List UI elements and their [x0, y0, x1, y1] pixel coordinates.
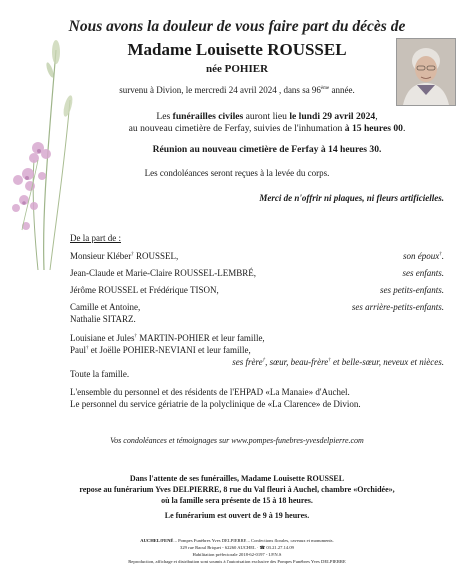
family-row-left: Toute la famille.	[70, 369, 130, 379]
footer-line-4: Reproduction, affichage et distribution sont soumis à l'autorisation exclusive des Pompes Funèbres Yves DELPIERRE	[128, 559, 346, 564]
family-row-right: ses petits-enfants.	[380, 285, 444, 295]
no-flowers-note: Merci de n'offrir ni plaques, ni fleurs artificielles.	[259, 193, 444, 203]
funeral-home-hours: Le funérarium est ouvert de 9 à 19 heures.	[164, 511, 310, 520]
funeral-home-line-3: où la famille sera présente de 15 à 18 heures.	[161, 496, 313, 505]
family-row-right: son époux†.	[403, 251, 444, 261]
funeral-home-line-2: repose au funérarium Yves DELPIERRE, 8 rue du Val fleuri à Auchel, chambre «Orchidée»,	[79, 485, 395, 494]
family-row-left: Camille et Antoine,	[70, 302, 141, 312]
headline: Nous avons la douleur de vous faire part du décès de	[68, 18, 406, 35]
condolences-line: Les condoléances seront reçues à la levée du corps.	[144, 168, 330, 178]
family-row-left: Jean-Claude et Marie-Claire ROUSSEL-LEMBRÉ,	[70, 268, 256, 278]
footer-line-2: 329 rue Raoul Briquet - 62260 AUCHEL · ☎ 03.21.27.14.09	[180, 545, 294, 550]
family-row-left: Nathalie SITARZ.	[70, 314, 136, 324]
footer-line-1: AUCHEL/FENÉ – Pompes Funèbres Yves DELPIERRE – Confections florales, caveaux et monuments.	[140, 538, 334, 543]
family-row-left: Jérôme ROUSSEL et Frédérique TISON,	[70, 285, 219, 295]
death-line: survenu à Divion, le mercredi 24 avril 2024 , dans sa 96ème année.	[119, 85, 355, 95]
family-row-right: ses enfants.	[402, 268, 444, 278]
meeting-line: Réunion au nouveau cimetière de Ferfay à 14 heures 30.	[152, 144, 382, 155]
funeral-line-1: Les funérailles civiles auront lieu le lundi 29 avril 2024,	[156, 111, 378, 122]
family-row-left: Paul† et Joëlle POHIER-NEVIANI et leur famille,	[70, 345, 251, 355]
family-row-left: Monsieur Kléber† ROUSSEL,	[70, 251, 179, 261]
funeral-line-2: au nouveau cimetière de Ferfay, suivies de l'inhumation à 15 heures 00.	[128, 123, 406, 134]
footer-line-3: Habilitation préfectorale 2018-62-0197 - I.P.N.S	[192, 552, 282, 557]
family-intro: De la part de :	[70, 233, 121, 243]
family-row-right: ses frère†, sœur, beau-frère† et belle-sœur, neveux et nièces.	[232, 357, 444, 367]
deceased-name: Madame Louisette ROUSSEL	[127, 40, 347, 59]
funeral-home-line-1: Dans l'attente de ses funérailles, Madame Louisette ROUSSEL	[129, 474, 345, 483]
maiden-name: née POHIER	[205, 63, 269, 75]
family-row-left: Le personnel du service gériatrie de la polyclinique de «La Clarence» de Divion.	[70, 399, 361, 409]
family-row-right: ses arrière-petits-enfants.	[351, 302, 444, 312]
family-row-left: L'ensemble du personnel et des résidents de l'EHPAD «La Manaie» d'Auchel.	[70, 387, 350, 397]
family-row-left: Louisiane et Jules† MARTIN-POHIER et leur famille,	[70, 333, 265, 343]
web-condolences-link[interactable]: Vos condoléances et témoignages sur www.pompes-funebres-yvesdelpierre.com	[110, 436, 364, 445]
